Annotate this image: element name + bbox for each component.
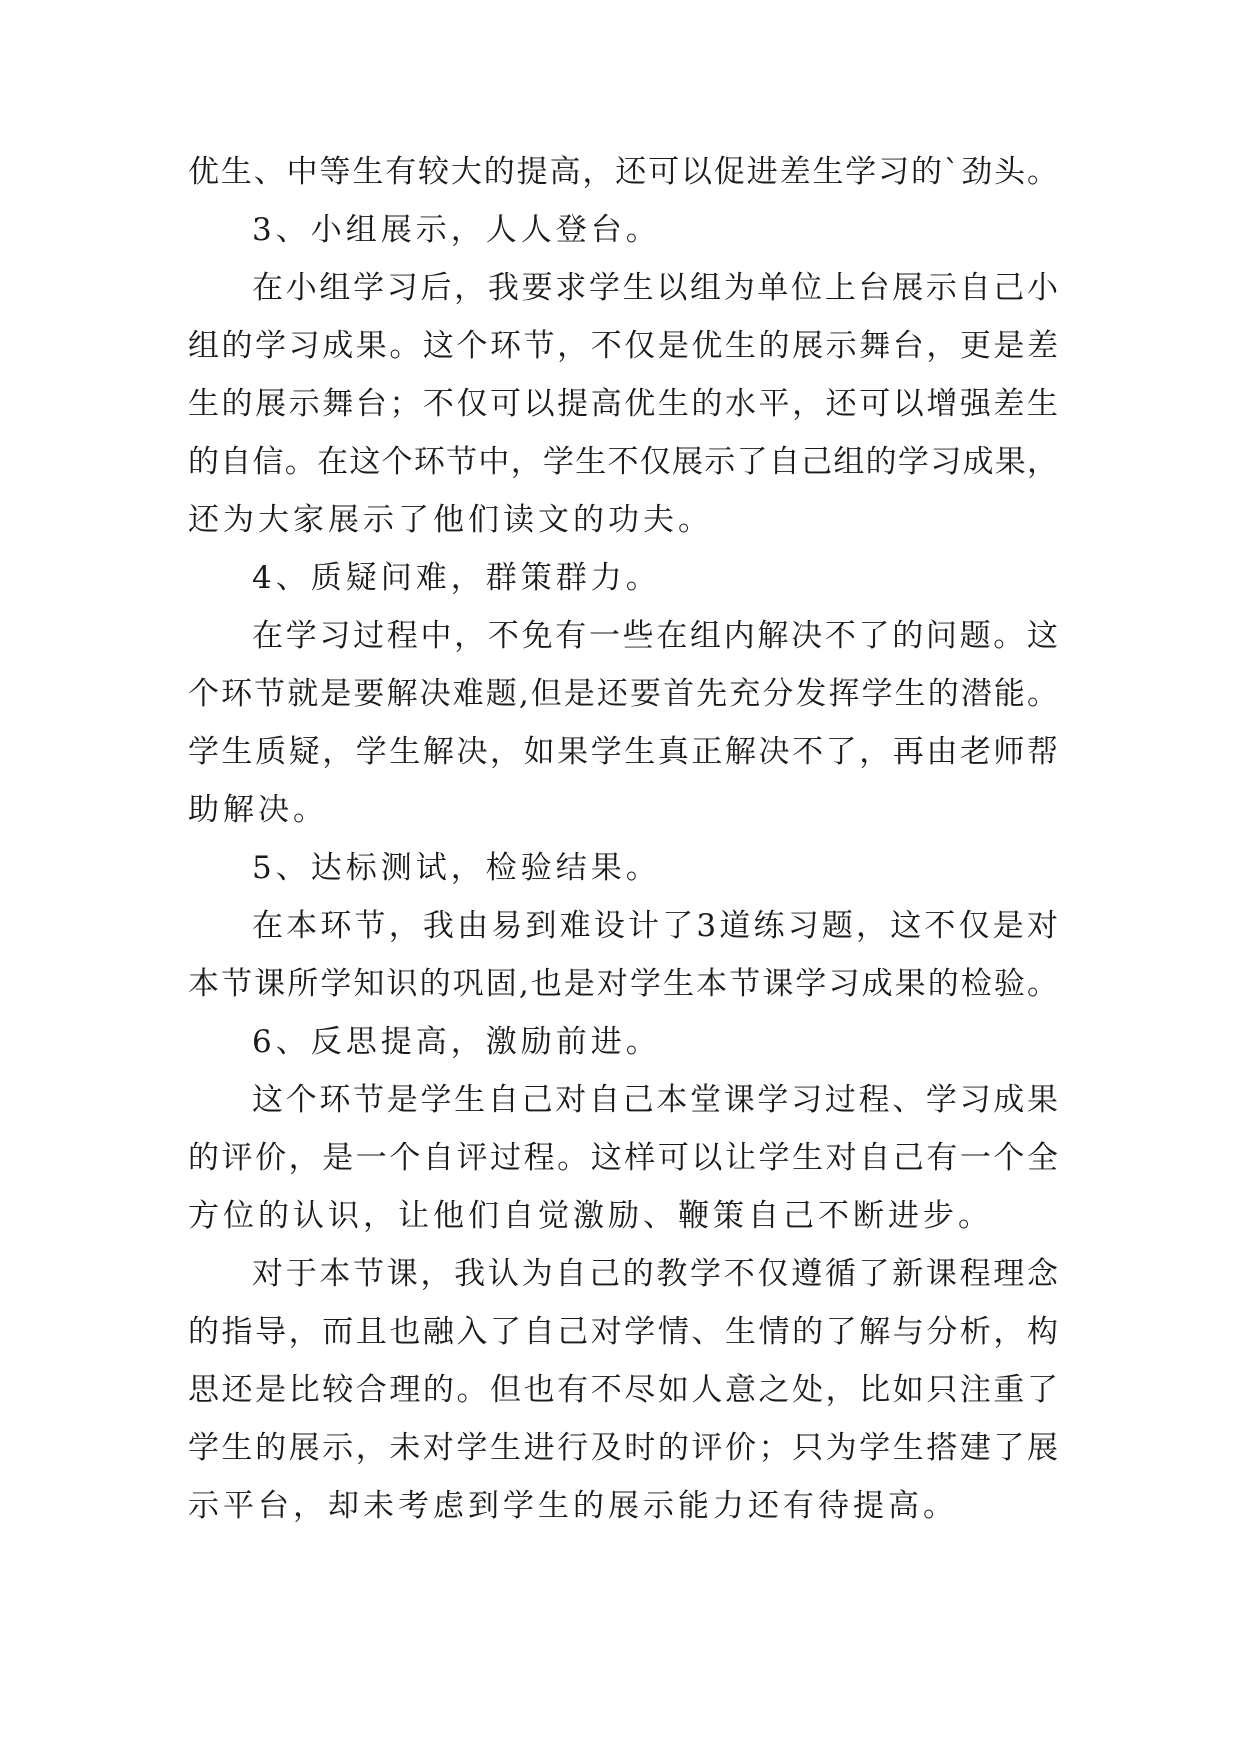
text-line: 学生的展示，未对学生进行及时的评价；只为学生搭建了展 xyxy=(188,1430,1058,1466)
text-line: 在小组学习后，我要求学生以组为单位上台展示自己小 xyxy=(252,270,1058,306)
text-line: 思还是比较合理的。但也有不尽如人意之处，比如只注重了 xyxy=(188,1372,1058,1408)
text-line: 示平台，却未考虑到学生的展示能力还有待提高。 xyxy=(188,1488,958,1524)
text-line: 的指导，而且也融入了自己对学情、生情的了解与分析，构 xyxy=(188,1314,1058,1350)
text-line: 在学习过程中，不免有一些在组内解决不了的问题。这 xyxy=(252,618,1058,654)
text-line: 个环节就是要解决难题,但是还要首先充分发挥学生的潜能。 xyxy=(188,676,1058,712)
text-line: 的评价，是一个自评过程。这样可以让学生对自己有一个全 xyxy=(188,1140,1058,1176)
text-line: 还为大家展示了他们读文的功夫。 xyxy=(188,502,713,538)
text-line: 本节课所学知识的巩固,也是对学生本节课学习成果的检验。 xyxy=(188,966,1058,1002)
text-line: 优生、中等生有较大的提高，还可以促进差生学习的`劲头。 xyxy=(188,154,1058,190)
section-heading: 6、反思提高，激励前进。 xyxy=(252,1024,661,1060)
text-line: 生的展示舞台；不仅可以提高优生的水平，还可以增强差生 xyxy=(188,386,1058,422)
section-heading: 5、达标测试，检验结果。 xyxy=(252,850,661,886)
text-line: 组的学习成果。这个环节，不仅是优生的展示舞台，更是差 xyxy=(188,328,1058,364)
text-line: 的自信。在这个环节中，学生不仅展示了自己组的学习成果， xyxy=(188,444,1058,480)
text-line: 这个环节是学生自己对自己本堂课学习过程、学习成果 xyxy=(252,1082,1058,1118)
text-line: 方位的认识，让他们自觉激励、鞭策自己不断进步。 xyxy=(188,1198,993,1234)
section-heading: 4、质疑问难，群策群力。 xyxy=(252,560,661,596)
text-line: 助解决。 xyxy=(188,792,328,828)
section-heading: 3、小组展示，人人登台。 xyxy=(252,212,661,248)
text-line: 学生质疑，学生解决，如果学生真正解决不了，再由老师帮 xyxy=(188,734,1058,770)
text-line: 在本环节，我由易到难设计了3道练习题，这不仅是对 xyxy=(252,908,1058,944)
text-line: 对于本节课，我认为自己的教学不仅遵循了新课程理念 xyxy=(252,1256,1058,1292)
